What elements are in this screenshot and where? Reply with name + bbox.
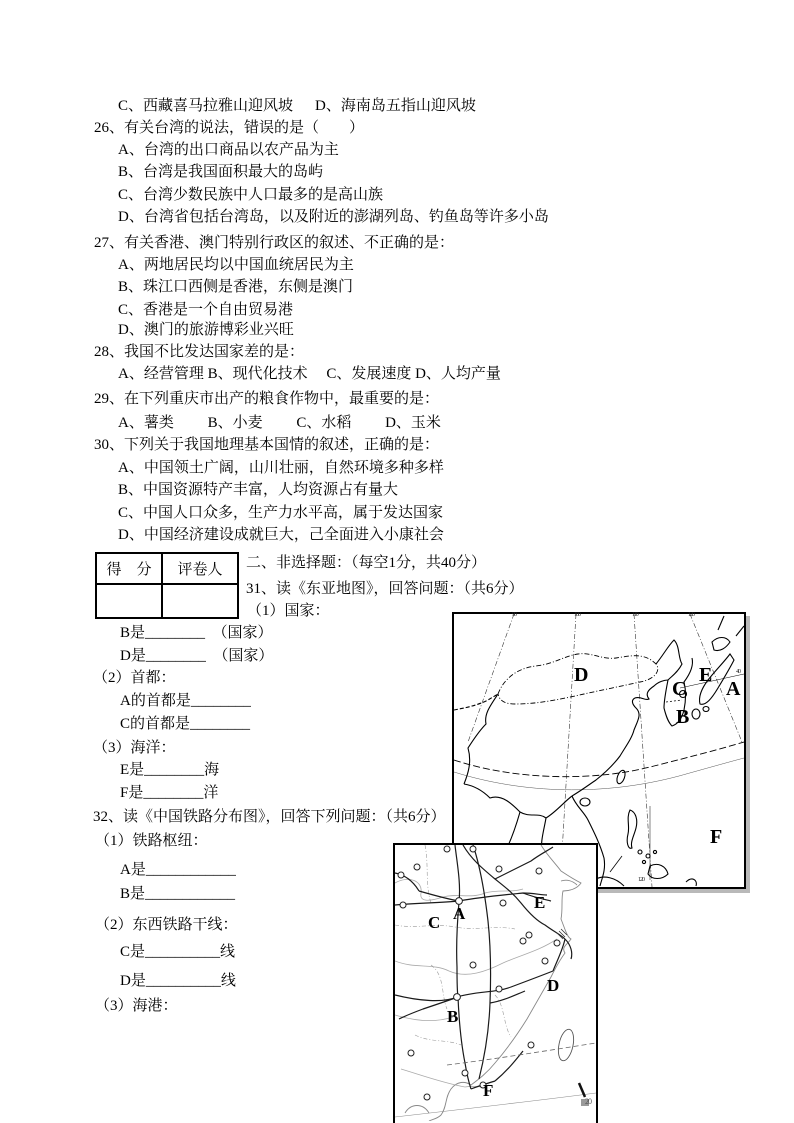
map2-lat-20-label: 20 — [585, 1097, 591, 1106]
q27-option-a: A、两地居民均以中国血统居民为主 — [118, 257, 354, 273]
map1-label-c: C — [672, 678, 687, 700]
q31-blank-capital-a: A的首都是________ — [120, 693, 251, 709]
map2-label-c: C — [428, 913, 441, 932]
section2-title: 二、非选择题：（每空1分，共40分） — [246, 555, 487, 571]
q32-part2-label: （2）东西铁路干线： — [95, 917, 238, 933]
q26-option-a: A、台湾的出口商品以农产品为主 — [118, 142, 339, 158]
q27-option-b: B、珠江口西侧是香港，东侧是澳门 — [118, 279, 354, 295]
q32-blank-hub-b: B是____________ — [120, 886, 236, 902]
map1-label-d: D — [574, 664, 589, 686]
map1-label-e: E — [699, 664, 713, 686]
q27-option-d: D、澳门的旅游博彩业兴旺 — [118, 322, 294, 338]
q30-stem: 30、下列关于我国地理基本国情的叙述，正确的是： — [94, 437, 440, 453]
china-railway-map-drawing — [395, 845, 596, 1121]
score-table-header-score: 得 分 — [96, 553, 162, 584]
q31-part1-label: （1）国家： — [247, 603, 330, 619]
q26-stem: 26、有关台湾的说法，错误的是（ ） — [94, 120, 365, 136]
q30-option-c: C、中国人口众多，生产力水平高，属于发达国家 — [118, 505, 444, 521]
score-table-header-grader: 评卷人 — [162, 553, 238, 584]
q30-option-b: B、中国资源特产丰富，人均资源占有量大 — [118, 482, 399, 498]
score-table-cell-score — [96, 584, 162, 618]
map2-label-a: A — [453, 904, 466, 923]
q31-blank-b: B是________ （国家） — [120, 625, 273, 641]
map2-label-e: E — [534, 893, 546, 912]
map1-tick-40: 40 — [736, 669, 740, 675]
map2-label-b: B — [447, 1007, 459, 1026]
q32-blank-line-d: D是__________线 — [120, 973, 236, 989]
map1-tick-100: 100 — [574, 612, 580, 618]
q32-blank-line-c: C是__________线 — [120, 944, 236, 960]
score-table-cell-grader — [162, 584, 238, 618]
q31-blank-capital-c: C的首都是________ — [120, 716, 251, 732]
q30-option-a: A、中国领土广阔，山川壮丽，自然环境多种多样 — [118, 460, 444, 476]
q25-option-c: C、西藏喜马拉雅山迎风坡 — [118, 98, 294, 114]
q27-option-c: C、香港是一个自由贸易港 — [118, 302, 294, 318]
q30-option-d: D、中国经济建设成就巨大，己全面进入小康社会 — [118, 527, 444, 543]
q29-stem: 29、在下列重庆市出产的粮食作物中，最重要的是： — [94, 391, 440, 407]
q32-part3-label: （3）海港： — [95, 998, 178, 1014]
map2-label-f: F — [483, 1081, 494, 1100]
q31-intro: 31、读《东亚地图》，回答问题：（共6分） — [246, 581, 524, 597]
map1-label-f: F — [710, 826, 723, 848]
map1-tick-bottom-120: 120 — [638, 877, 644, 883]
china-railway-map — [393, 843, 598, 1123]
q29-options: A、薯类 B、小麦 C、水稻 D、玉米 — [118, 415, 441, 431]
q31-blank-ocean-f: F是________洋 — [120, 785, 219, 801]
map1-tick-110: 110 — [632, 612, 638, 618]
q26-option-b: B、台湾是我国面积最大的岛屿 — [118, 164, 324, 180]
q32-intro: 32、读《中国铁路分布图》，回答下列问题：（共6分） — [93, 809, 446, 825]
q25-option-d: D、海南岛五指山迎风坡 — [315, 98, 476, 114]
map1-label-b: B — [676, 706, 690, 728]
score-table — [95, 552, 239, 619]
map2-label-d: D — [547, 976, 560, 995]
q27-stem: 27、有关香港、澳门特别行政区的叙述、不正确的是： — [94, 235, 455, 251]
map1-tick-120: 120 — [688, 612, 694, 618]
q26-option-d: D、台湾省包括台湾岛，以及附近的澎湖列岛、钓鱼岛等许多小岛 — [118, 209, 549, 225]
q31-part3-label: （3）海洋： — [93, 740, 176, 756]
q32-part1-label: （1）铁路枢纽： — [95, 833, 208, 849]
map1-tick-90: 90 — [512, 612, 516, 618]
q32-blank-hub-a: A是____________ — [120, 862, 236, 878]
q31-part2-label: （2）首都： — [93, 670, 176, 686]
map1-label-a: A — [726, 678, 741, 700]
q31-blank-d: D是________ （国家） — [120, 648, 274, 664]
q28-stem: 28、我国不比发达国家差的是： — [94, 344, 305, 360]
q31-blank-sea-e: E是________海 — [120, 762, 220, 778]
q26-option-c: C、台湾少数民族中人口最多的是高山族 — [118, 187, 384, 203]
q28-options: A、经营管理 B、现代化技术 C、发展速度 D、人均产量 — [118, 366, 501, 382]
